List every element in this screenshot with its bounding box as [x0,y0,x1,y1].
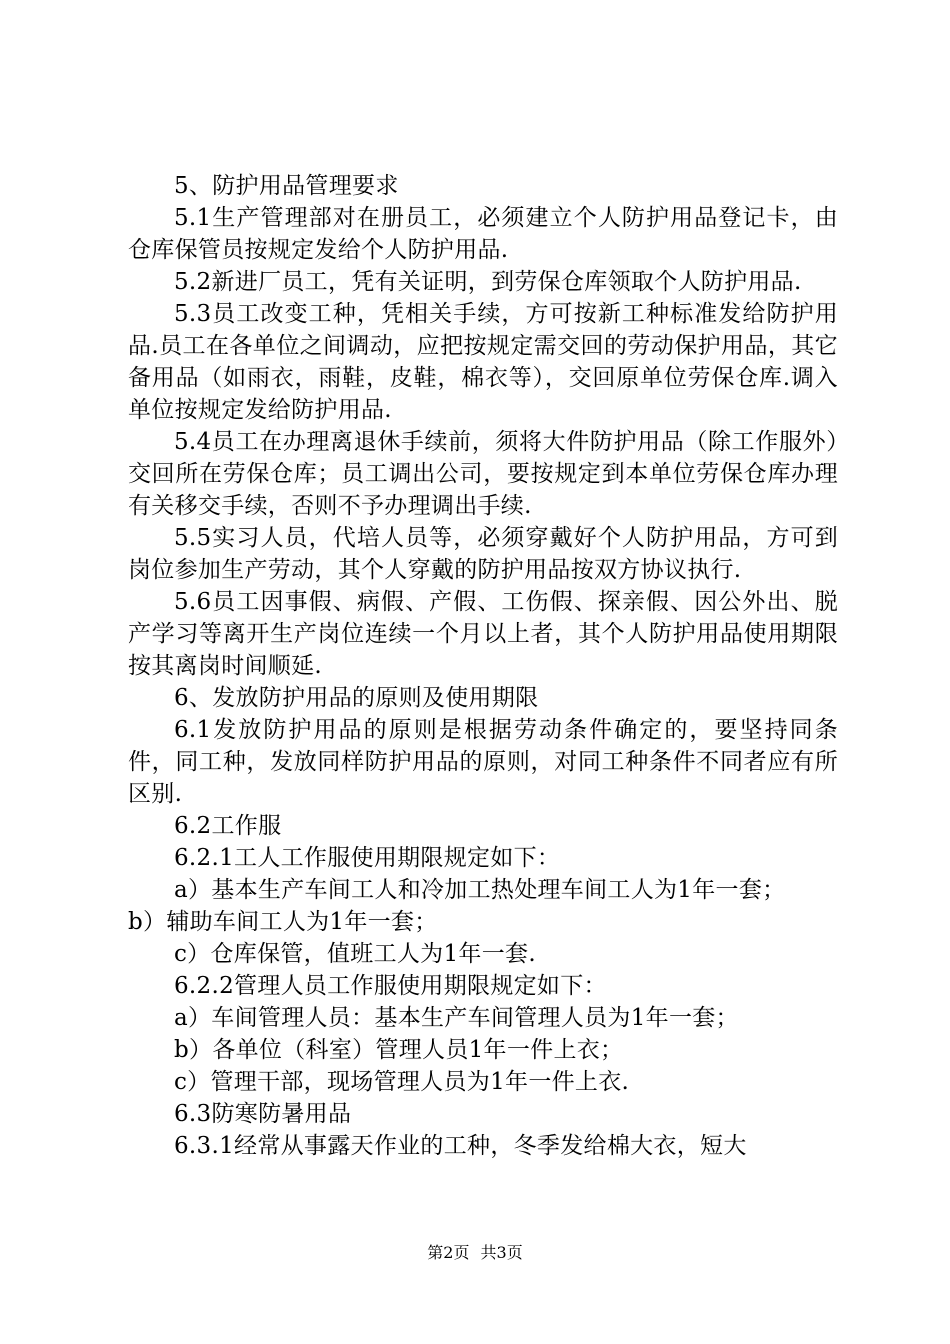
paragraph-6-2-2: 6.2.2管理人员工作服使用期限规定如下： [174,973,607,999]
list-item-6-2-1-a: a）基本生产车间工人和冷加工热处理车间工人为1年一套； [174,877,786,903]
paragraph-5-4: 5.4员工在办理离退休手续前，须将大件防护用品（除工作服外）交回所在劳保仓库；员工调出公司，要按规定到本单位劳保仓库办理有关移交手续，否则不予办理调出手续. [128,429,838,519]
paragraph-6-3-1: 6.3.1经常从事露天作业的工种，冬季发给棉大衣，短大 [174,1133,747,1159]
paragraph-6-1: 6.1发放防护用品的原则是根据劳动条件确定的，要坚持同条件，同工种，发放同样防护用品的原则，对同工种条件不同者应有所区别. [128,717,838,807]
page-footer [0,1242,950,1264]
page-number: 第2页 [427,1243,470,1262]
paragraph-5-3: 5.3员工改变工种，凭相关手续，方可按新工种标准发给防护用品.员工在各单位之间调动，应把按规定需交回的劳动保护用品，其它备用品（如雨衣，雨鞋，皮鞋，棉衣等），交回原单位劳保仓库.调入单位按规定发给防护用品. [128,301,838,423]
paragraph-5-5: 5.5实习人员，代培人员等，必须穿戴好个人防护用品，方可到岗位参加生产劳动，其个人穿戴的防护用品按双方协议执行. [128,525,838,583]
list-item-6-2-2-a: a）车间管理人员：基本生产车间管理人员为1年一套； [174,1005,739,1031]
list-item-6-2-2-c: c）管理干部，现场管理人员为1年一件上衣. [174,1069,630,1095]
document-body [128,170,838,1162]
subheading-6-2: 6.2工作服 [174,813,282,839]
list-item-6-2-1-c: c）仓库保管，值班工人为1年一套. [174,941,536,967]
page-total: 共3页 [480,1243,523,1262]
list-item-6-2-2-b: b）各单位（科室）管理人员1年一件上衣； [174,1037,624,1063]
paragraph-6-2-1: 6.2.1工人工作服使用期限规定如下： [174,845,561,871]
paragraph-5-2: 5.2新进厂员工，凭有关证明，到劳保仓库领取个人防护用品. [174,269,802,295]
section-heading-5: 5、防护用品管理要求 [174,173,399,199]
list-item-6-2-1-b: b）辅助车间工人为1年一套； [128,909,438,935]
paragraph-5-1: 5.1生产管理部对在册员工，必须建立个人防护用品登记卡，由仓库保管员按规定发给个人防护用品. [128,205,838,263]
section-heading-6: 6、发放防护用品的原则及使用期限 [174,685,539,711]
subheading-6-3: 6.3防寒防暑用品 [174,1101,352,1127]
paragraph-5-6: 5.6员工因事假、病假、产假、工伤假、探亲假、因公外出、脱产学习等离开生产岗位连续一个月以上者，其个人防护用品使用期限按其离岗时间顺延. [128,589,838,679]
